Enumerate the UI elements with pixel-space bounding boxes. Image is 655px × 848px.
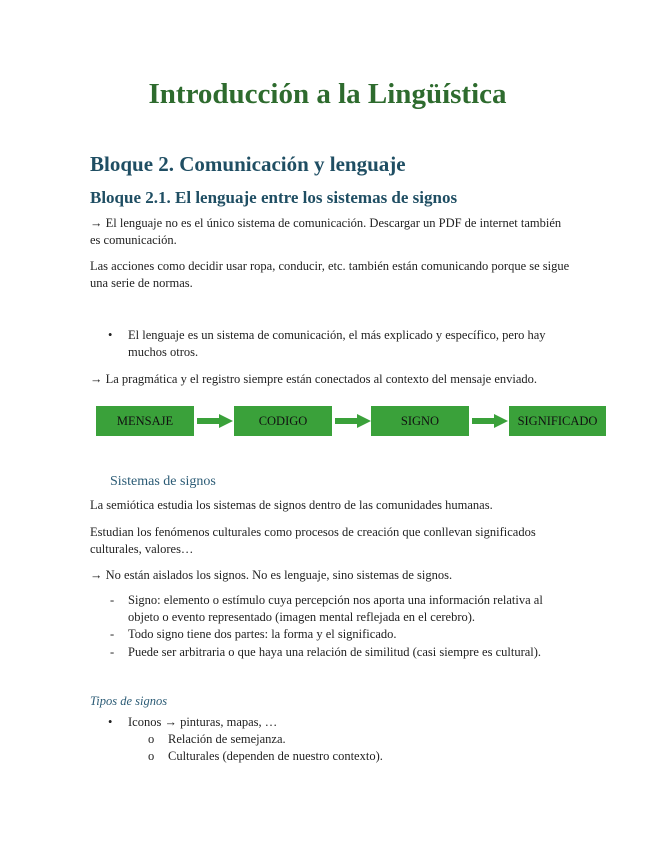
paragraph-6: → No están aislados los signos. No es lenguaje, sino sistemas de signos. [90, 568, 453, 582]
circle-marker: o [148, 732, 155, 746]
sub-list-text: Relación de semejanza. [168, 732, 286, 746]
sub-list-text: Culturales (dependen de nuestro contexto). [168, 749, 383, 763]
dash-marker: - [110, 627, 115, 641]
document-title: Introducción a la Lingüística [148, 78, 507, 110]
dash-marker: - [110, 645, 115, 659]
dash-item [110, 644, 570, 661]
bullet-marker: • [108, 715, 113, 729]
tipos-heading: Tipos de signos [90, 694, 168, 708]
dash-text: Puede ser arbitraria o que haya una relación de similitud (casi siempre es cultural). [128, 645, 542, 659]
paragraph-1: → El lenguaje no es el único sistema de comunicación. Descargar un PDF de internet también es comunicación. [90, 216, 562, 247]
sub-list-item [148, 731, 448, 748]
sistemas-heading: Sistemas de signos [110, 474, 216, 489]
dash-text: Todo signo tiene dos partes: la forma y el significado. [128, 627, 397, 641]
dash-item [110, 626, 570, 643]
flow-box-significado: SIGNIFICADO [509, 406, 606, 436]
bullet-item [108, 327, 578, 361]
flow-box-mensaje: MENSAJE [96, 406, 194, 436]
bullet-text: El lenguaje es un sistema de comunicación, el más explicado y específico, pero hay muchos otros. [128, 328, 546, 359]
section-heading: Bloque 2. Comunicación y lenguaje [90, 152, 406, 176]
bullet-text: Iconos → pinturas, mapas, … [128, 715, 278, 729]
bullet-item [108, 714, 408, 731]
bullet-marker: • [108, 328, 113, 342]
paragraph-5: Estudian los fenómenos culturales como procesos de creación que conllevan significados culturales, valores… [90, 525, 536, 556]
paragraph-4: La semiótica estudia los sistemas de signos dentro de las comunidades humanas. [90, 498, 493, 512]
dash-marker: - [110, 593, 115, 607]
sub-list-item [148, 748, 448, 765]
circle-marker: o [148, 749, 155, 763]
arrow-right-icon [197, 414, 233, 428]
arrow-right-icon [472, 414, 508, 428]
flow-box-codigo: CODIGO [234, 406, 332, 436]
dash-item [110, 592, 570, 626]
arrow-right-icon [335, 414, 371, 428]
flow-box-signo: SIGNO [371, 406, 469, 436]
paragraph-2: Las acciones como decidir usar ropa, conducir, etc. también están comunicando porque se sigue una serie de normas. [90, 259, 570, 290]
dash-text: Signo: elemento o estímulo cuya percepción nos aporta una información relativa al objeto o evento representado (imagen mental reflejada en el cerebro). [128, 593, 543, 624]
subsection-heading: Bloque 2.1. El lenguaje entre los sistemas de signos [90, 188, 458, 207]
paragraph-3: → La pragmática y el registro siempre están conectados al contexto del mensaje enviado. [90, 372, 538, 386]
flow-diagram [96, 406, 606, 436]
